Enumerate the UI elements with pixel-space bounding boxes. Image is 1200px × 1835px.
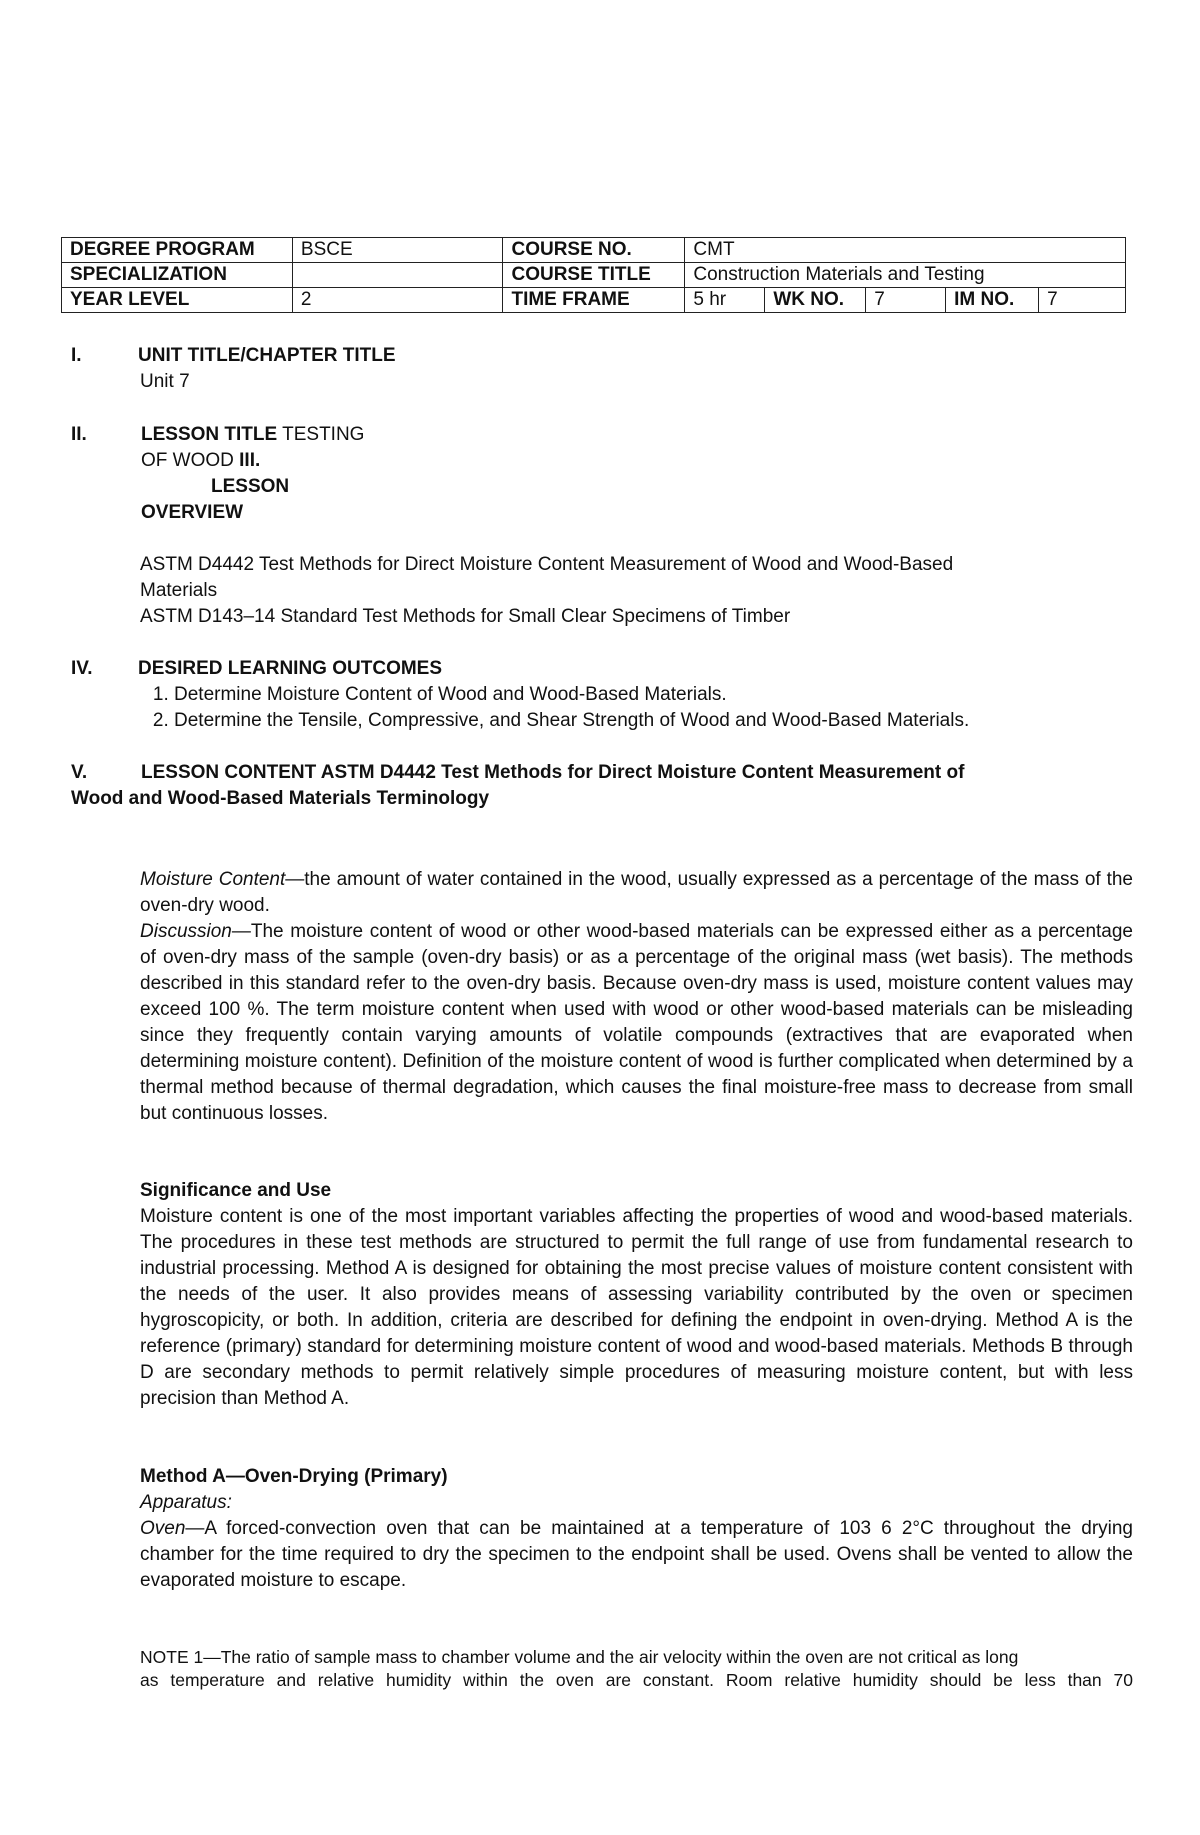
section-3-title-line-2: OVERVIEW	[141, 502, 244, 523]
discussion-term: Discussion	[140, 921, 232, 942]
degree-program-value: BSCE	[292, 238, 503, 263]
section-1-title: UNIT TITLE/CHAPTER TITLE	[138, 345, 396, 366]
section-5-title-line-2: Wood and Wood-Based Materials Terminology	[71, 788, 490, 809]
list-item: 1. Determine Moisture Content of Wood and Wood-Based Materials.	[174, 682, 1100, 708]
section-4-title: DESIRED LEARNING OUTCOMES	[138, 658, 443, 679]
specialization-label: SPECIALIZATION	[62, 263, 293, 288]
im-no-label: IM NO.	[946, 288, 1039, 313]
overview-line-2: Materials	[140, 580, 218, 601]
significance-heading: Significance and Use	[140, 1180, 332, 1201]
time-frame-label: TIME FRAME	[503, 288, 685, 313]
table-row	[62, 238, 1126, 263]
course-no-label: COURSE NO.	[503, 238, 685, 263]
year-level-label: YEAR LEVEL	[62, 288, 293, 313]
wk-no-value: 7	[866, 288, 946, 313]
degree-program-label: DEGREE PROGRAM	[62, 238, 293, 263]
overview-line-3: ASTM D143–14 Standard Test Methods for Small Clear Specimens of Timber	[140, 606, 791, 627]
section-3-title-line-1: LESSON	[211, 476, 290, 497]
course-title-value: Construction Materials and Testing	[685, 263, 1126, 288]
specialization-value	[292, 263, 503, 288]
oven-paragraph	[140, 1516, 1133, 1594]
moisture-content-term: Moisture Content	[140, 869, 286, 890]
table-row	[62, 288, 1126, 313]
oven-text: —A forced-convection oven that can be maintained at a temperature of 103 6 2°C throughout the drying chamber for the time required to dry the specimen to the endpoint shall be used. Ovens shall be vented to allow the evaporated moisture to escape.	[140, 1518, 1133, 1591]
section-3-numeral: III.	[239, 450, 261, 471]
discussion-text: —The moisture content of wood or other wood-based materials can be expressed either as a percentage of oven-dry mass of the sample (oven-dry basis) or as a percentage of the original mass (wet basis). The methods described in this standard refer to the oven-dry basis. Because oven-dry mass is used, moisture content values may exceed 100 %. The term moisture content when used with wood or other wood-based materials can be misleading since they frequently contain varying amounts of volatile compounds (extractives that are evaporated when determining moisture content). Definition of the moisture content of wood is further complicated when determined by a thermal method because of thermal degradation, which causes the final moisture-free mass to decrease from small but continuous losses.	[140, 921, 1133, 1124]
section-2-title-line-1	[141, 422, 364, 448]
lesson-title-label: LESSON TITLE	[141, 424, 278, 445]
wk-no-label: WK NO.	[765, 288, 866, 313]
year-level-value: 2	[292, 288, 503, 313]
section-1-numeral: I.	[71, 345, 82, 366]
discussion-paragraph	[140, 919, 1133, 1127]
course-title-label: COURSE TITLE	[503, 263, 685, 288]
moisture-content-text: —the amount of water contained in the wood, usually expressed as a percentage of the mass of the oven-dry wood.	[140, 869, 1133, 916]
course-no-value: CMT	[685, 238, 1126, 263]
apparatus-label: Apparatus:	[140, 1492, 232, 1513]
course-info-table	[61, 237, 1126, 313]
note-line-2: as temperature and relative humidity within the oven are constant. Room relative humidity should be less than 70	[140, 1670, 1133, 1690]
oven-term: Oven	[140, 1518, 186, 1539]
section-4-numeral: IV.	[71, 658, 93, 679]
significance-paragraph: Moisture content is one of the most important variables affecting the properties of wood and wood-based materials. The procedures in these test methods are structured to permit the full range of use from fundamental research to industrial processing. Method A is designed for obtaining the most precise values of moisture content consistent with the needs of the user. It also provides means of assessing variability contributed by the oven or specimen hygroscopicity, or both. In addition, criteria are described for defining the endpoint in oven-drying. Method A is the reference (primary) standard for determining moisture content of wood and wood-based materials. Methods B through D are secondary methods to permit relatively simple procedures of measuring moisture content, but with less precision than Method A.	[140, 1206, 1133, 1409]
outcomes-list	[140, 682, 1100, 734]
table-row	[62, 263, 1126, 288]
section-5-title-line-1: LESSON CONTENT ASTM D4442 Test Methods for Direct Moisture Content Measurement of	[141, 762, 965, 783]
section-1-content: Unit 7	[140, 371, 190, 392]
im-no-value: 7	[1039, 288, 1126, 313]
section-5-numeral: V.	[71, 762, 88, 783]
section-2-title-line-2	[141, 448, 260, 474]
outcomes-list-container	[140, 682, 1100, 734]
method-a-heading: Method A—Oven-Drying (Primary)	[140, 1466, 448, 1487]
section-2-numeral: II.	[71, 424, 87, 445]
lesson-title-text-1: TESTING	[277, 424, 365, 445]
list-item: 2. Determine the Tensile, Compressive, and Shear Strength of Wood and Wood-Based Materials.	[174, 708, 1100, 734]
overview-line-1: ASTM D4442 Test Methods for Direct Moisture Content Measurement of Wood and Wood-Based	[140, 554, 954, 575]
lesson-title-text-2: OF WOOD	[141, 450, 240, 471]
note-line-1: NOTE 1—The ratio of sample mass to chamber volume and the air velocity within the oven are not critical as long	[140, 1647, 1019, 1667]
moisture-content-definition	[140, 867, 1133, 919]
time-frame-value: 5 hr	[685, 288, 765, 313]
